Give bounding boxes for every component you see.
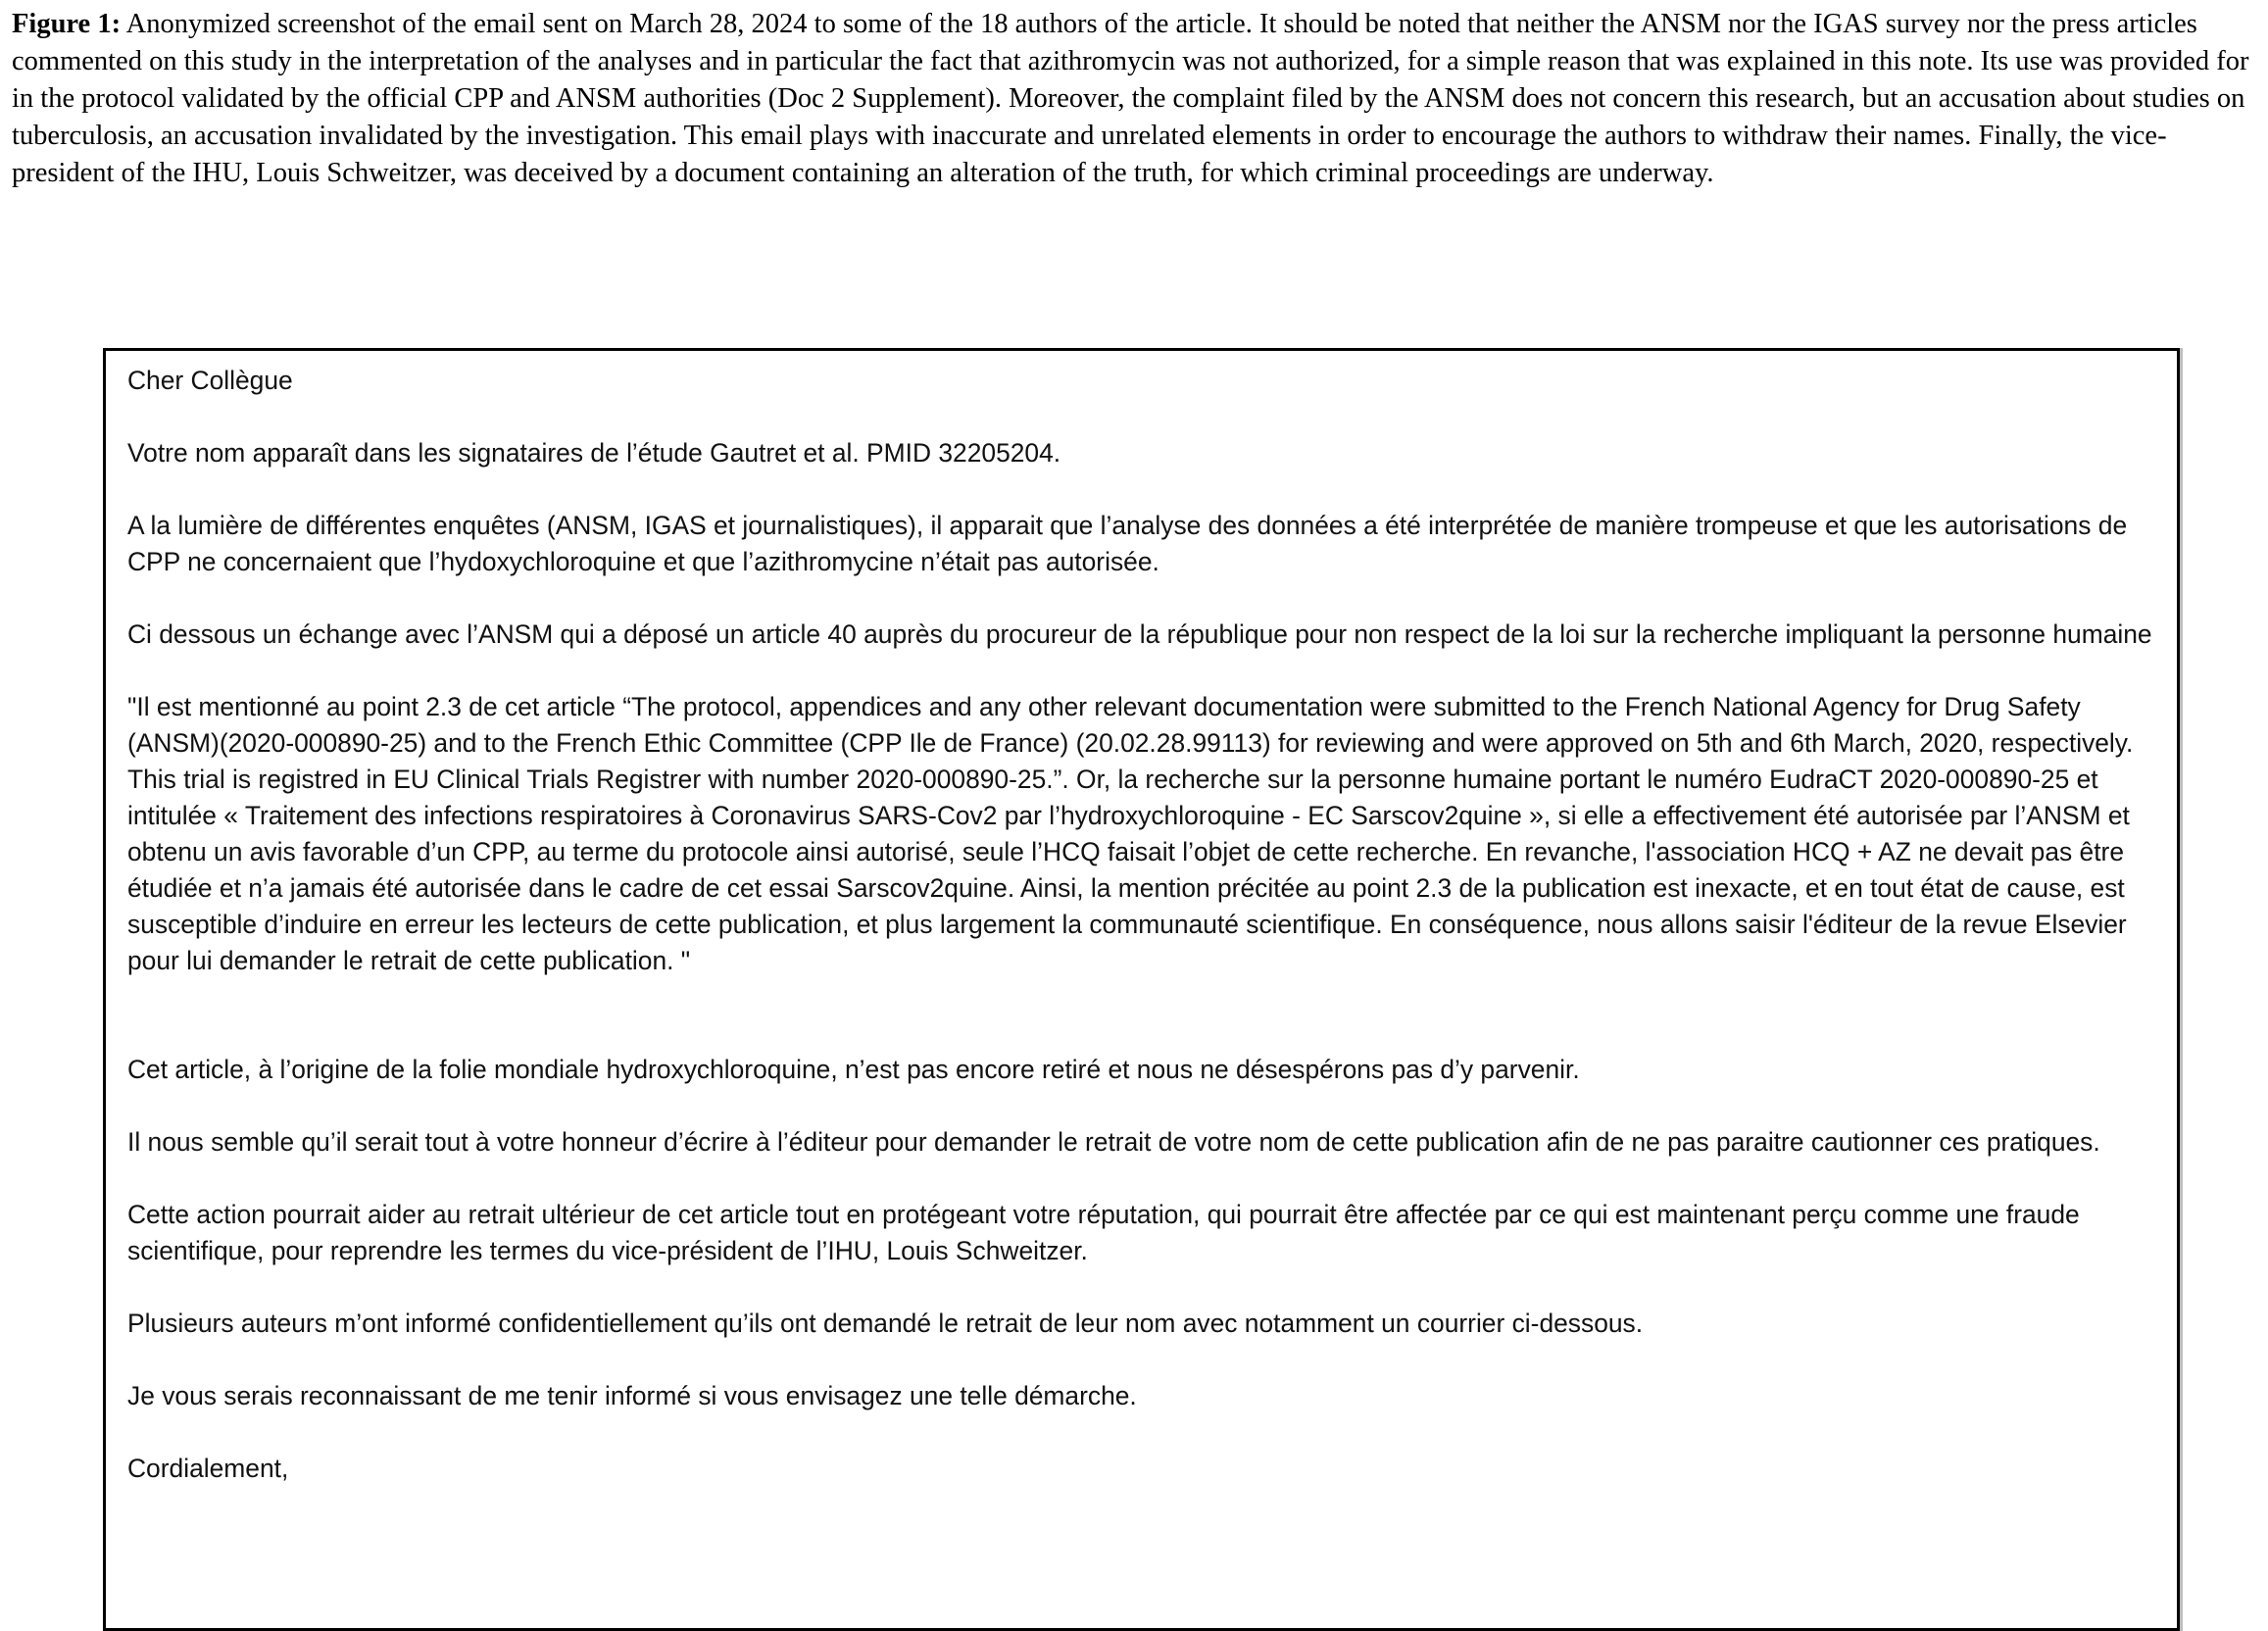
figure-caption-text: Anonymized screenshot of the email sent on March 28, 2024 to some of the 18 authors of the article. It should be noted that neither the ANSM nor the IGAS survey nor the press articles commented on this study in the interpretation of the analyses and in particular the fact that azithromycin was not authorized, for a simple reason that was explained in this note. Its use was provided for in the protocol validated by the official CPP and ANSM authorities (Doc 2 Supplement). Moreover, the complaint filed by the ANSM does not concern this research, but an accusation about studies on tuberculosis, an accusation invalidated by the investigation. This email plays with inaccurate and unrelated elements in order to encourage the authors to withdraw their names. Finally, the vice-president of the IHU, Louis Schweitzer, was deceived by a document containing an alteration of the truth, for which criminal proceedings are underway. <box>12 9 2249 188</box>
email-screenshot <box>103 348 2180 1631</box>
email-paragraph-request-withdrawal: Il nous semble qu’il serait tout à votre honneur d’écrire à l’éditeur pour demander le retrait de votre nom de cette publication afin de ne pas paraitre cautionner ces pratiques. <box>127 1127 2100 1157</box>
email-quoted-ansm-statement: "Il est mentionné au point 2.3 de cet article “The protocol, appendices and any other relevant documentation were submitted to the French National Agency for Drug Safety (ANSM)(2020-000890-25) and to the French Ethic Committee (CPP Ile de France) (20.02.28.99113) for reviewing and were approved on 5th and 6th March, 2020, respectively. This trial is registred in EU Clinical Trials Registrer with number 2020-000890-25.”. Or, la recherche sur la personne humaine portant le numéro EudraCT 2020-000890-25 et intitulée « Traitement des infections respiratoires à Coronavirus SARS-Cov2 par l’hydroxychloroquine - EC Sarscov2quine », si elle a effectivement été autorisée par l’ANSM et obtenu un avis favorable d’un CPP, au terme du protocole ainsi autorisé, seule l’HCQ faisait l’objet de cette recherche. En revanche, l'association HCQ + AZ ne devait pas être étudiée et n’a jamais été autorisée dans le cadre de cet essai Sarscov2quine. Ainsi, la mention précitée au point 2.3 de la publication est inexacte, et en tout état de cause, est susceptible d’induire en erreur les lecteurs de cette publication, et plus largement la communauté scientifique. En conséquence, nous allons saisir l'éditeur de la revue Elsevier pour lui demander le retrait de cette publication. " <box>127 692 2134 975</box>
email-paragraph-reputation: Cette action pourrait aider au retrait ultérieur de cet article tout en protégeant votre réputation, qui pourrait être affectée par ce qui est maintenant perçu comme une fraude scientifique, pour reprendre les termes du vice-président de l’IHU, Louis Schweitzer. <box>127 1200 2080 1265</box>
email-closing: Cordialement, <box>127 1454 289 1483</box>
email-greeting: Cher Collègue <box>127 366 293 395</box>
figure-caption <box>12 6 2256 192</box>
email-paragraph-investigations: A la lumière de différentes enquêtes (ANSM, IGAS et journalistiques), il apparait que l’analyse des données a été interprétée de manière trompeuse et que les autorisations de CPP ne concernaient que l’hydoxychloroquine et que l’azithromycine n’était pas autorisée. <box>127 511 2128 576</box>
email-paragraph-not-retracted: Cet article, à l’origine de la folie mondiale hydroxychloroquine, n’est pas encore retiré et nous ne désespérons pas d’y parvenir. <box>127 1055 1580 1084</box>
email-paragraph-ansm-exchange: Ci dessous un échange avec l’ANSM qui a déposé un article 40 auprès du procureur de la république pour non respect de la loi sur la recherche impliquant la personne humaine <box>127 619 2152 649</box>
email-paragraph-other-authors: Plusieurs auteurs m’ont informé confidentiellement qu’ils ont demandé le retrait de leur nom avec notamment un courrier ci-dessous. <box>127 1309 1644 1338</box>
email-paragraph-keep-informed: Je vous serais reconnaissant de me tenir informé si vous envisagez une telle démarche. <box>127 1381 1137 1410</box>
figure-label: Figure 1: <box>12 9 122 39</box>
email-paragraph-signatories: Votre nom apparaît dans les signataires de l’étude Gautret et al. PMID 32205204. <box>127 438 1061 468</box>
